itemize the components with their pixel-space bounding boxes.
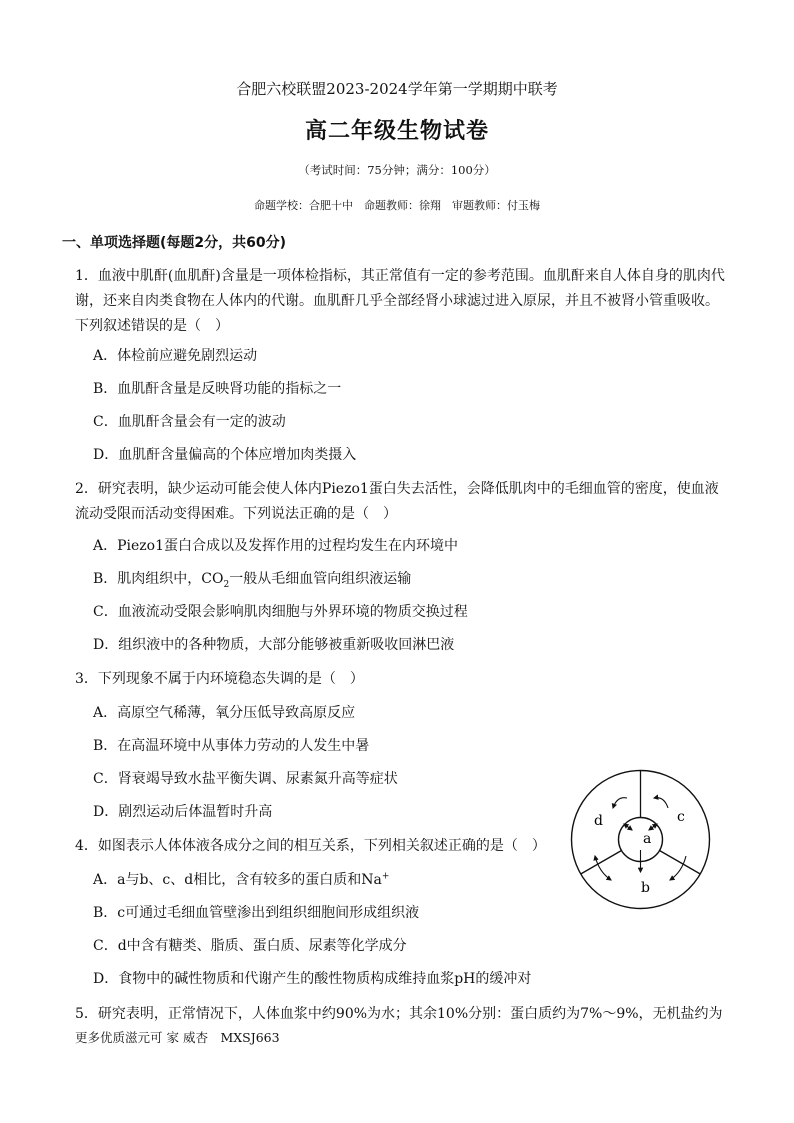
section-title: 一、单项选择题(每题2分，共60分) [62, 235, 287, 251]
arrow-a-d [624, 824, 632, 830]
label-b: b [641, 880, 650, 896]
question-2-stem: 2．研究表明，缺少运动可能会使人体内Piezo1蛋白失去活性，会降低肌肉中的毛细血管的密度，使血液流动受限而活动变得困难。下列说法正确的是（ ） [75, 481, 719, 522]
question-3-option-a: A．高原空气稀薄，氧分压低导致高原反应 [93, 705, 356, 721]
question-3-option-b: B．在高温环境中从事体力劳动的人发生中暑 [93, 738, 370, 754]
label-c: c [677, 809, 685, 825]
question-3-stem: 3．下列现象不属于内环境稳态失调的是（ ） [75, 671, 364, 687]
option-b-prefix: B．肌肉组织中，CO [93, 571, 224, 587]
page-title: 高二年级生物试卷 [304, 118, 489, 144]
question-2-option-c: C．血液流动受限会影响肌肉细胞与外界环境的物质交换过程 [93, 604, 468, 620]
question-4-option-d: D．食物中的碱性物质和代谢产生的酸性物质构成维持血浆pH的缓冲对 [93, 971, 532, 987]
question-1-option-c: C．血肌酐含量会有一定的波动 [93, 414, 286, 430]
question-4-stem: 4．如图表示人体体液各成分之间的相互关系，下列相关叙述正确的是（ ） [75, 838, 546, 854]
question-3-option-d: D．剧烈运动后体温暂时升高 [93, 804, 273, 820]
question-1-stem: 1．血液中肌酐(血肌酐)含量是一项体检指标，其正常值有一定的参考范围。血肌酐来自人体自身的肌肉代谢，还来自肉类食物在人体内的代谢。血肌酐几乎全部经肾小球滤过进入原尿，并且不被肾小管重吸收。下列叙述错误的是（ ） [75, 268, 725, 334]
arrow-a-c [649, 824, 657, 830]
na-superscript: + [381, 871, 390, 882]
question-2-option-a: A．Piezo1蛋白合成以及发挥作用的过程均发生在内环境中 [93, 538, 459, 554]
exam-info: （考试时间：75分钟；满分：100分） [298, 163, 496, 177]
option-a-text: A．a与b、c、d相比，含有较多的蛋白质和Na [93, 872, 382, 888]
exam-authors: 命题学校：合肥十中 命题教师：徐翔 审题教师：付玉梅 [254, 199, 540, 212]
arrow-c-top [654, 798, 668, 808]
arrow-d-top [613, 798, 627, 808]
question-5-stem: 5．研究表明，正常情况下，人体血浆中约90%为水；其余10%分别：蛋白质约为7%～9%，无机盐约为 [75, 1006, 723, 1022]
body-fluid-diagram [569, 768, 712, 911]
question-2-option-b [93, 568, 411, 590]
question-1-option-d: D．血肌酐含量偏高的个体应增加肉类摄入 [93, 447, 357, 463]
arrow-left-lower [595, 856, 611, 880]
question-2-option-d: D．组织液中的各种物质，大部分能够被重新吸收回淋巴液 [93, 637, 455, 653]
question-3-option-c: C．肾衰竭导致水盐平衡失调、尿素氮升高等症状 [93, 771, 398, 787]
question-1-option-b: B．血肌酐含量是反映肾功能的指标之一 [93, 381, 342, 397]
question-4-option-b: B．c可通过毛细血管壁渗出到组织细胞间形成组织液 [93, 905, 420, 921]
label-d: d [594, 813, 603, 829]
question-4-option-a [93, 869, 389, 889]
option-b-suffix: 一般从毛细血管向组织液运输 [229, 571, 412, 587]
question-1-option-a: A．体检前应避免剧烈运动 [93, 348, 258, 364]
question-4-option-c: C．d中含有糖类、脂质、蛋白质、尿素等化学成分 [93, 938, 407, 954]
label-a: a [643, 831, 652, 847]
co2-subscript: 2 [223, 579, 230, 590]
footer-text: 更多优质滋元可 家 威杏 MXSJ663 [75, 1030, 280, 1045]
arrow-right-lower [670, 856, 686, 880]
exam-header: 合肥六校联盟2023-2024学年第一学期期中联考 [236, 80, 558, 98]
